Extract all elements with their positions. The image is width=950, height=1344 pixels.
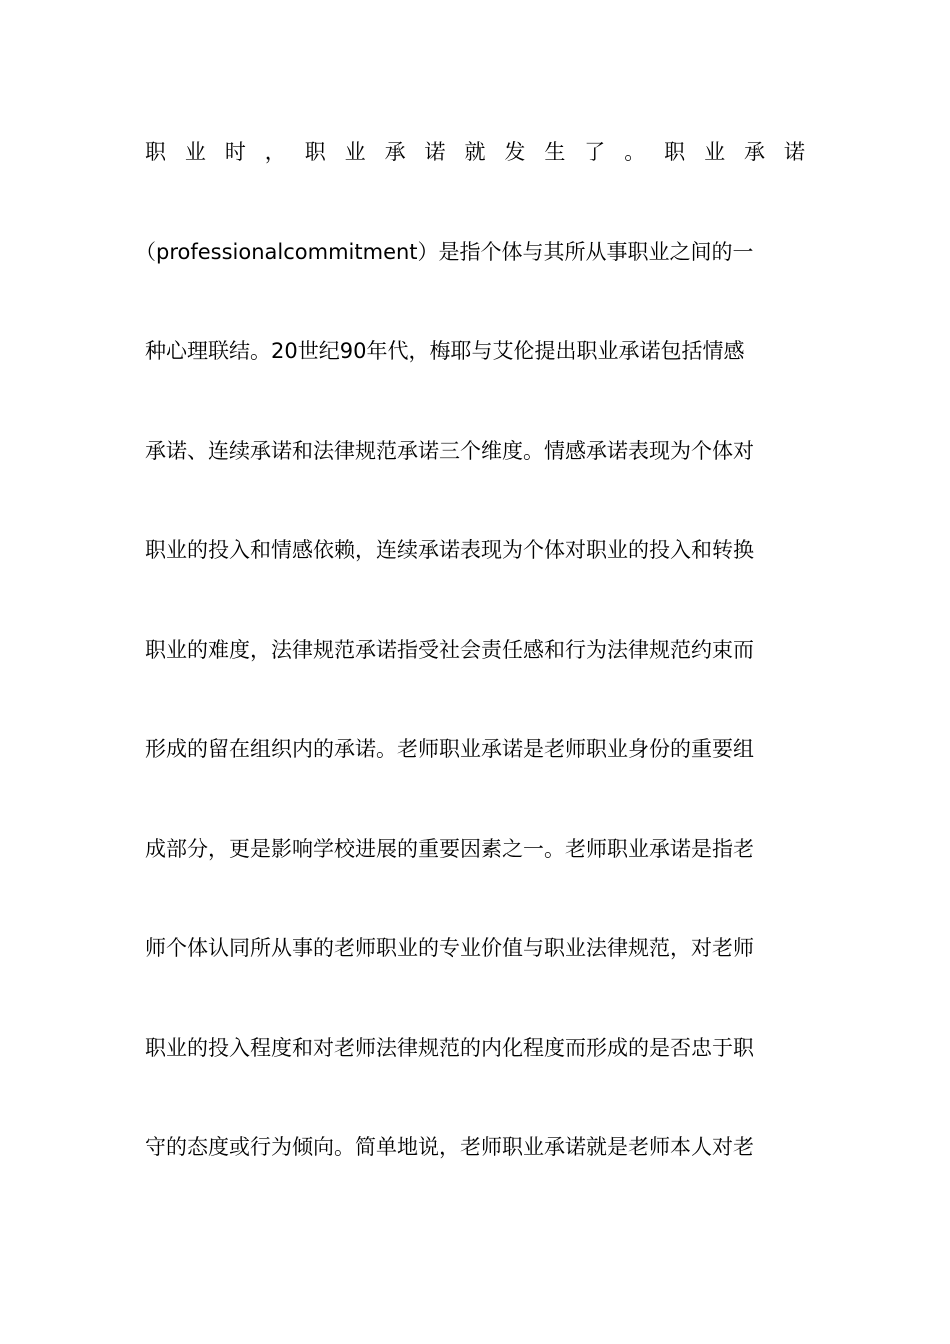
text-line-10: 职业的投入程度和对老师法律规范的内化程度而形成的是否忠于职 [145,1035,754,1060]
text-line-3: 种心理联结。20世纪90年代，梅耶与艾伦提出职业承诺包括情感 [145,339,745,363]
text-line-8: 成部分，更是影响学校进展的重要因素之一。老师职业承诺是指老 [145,836,754,861]
text-line-1: 职 业 时 ， 职 业 承 诺 就 发 生 了 。 职 业 承 诺 [145,140,805,164]
text-line-7: 形成的留在组织内的承诺。老师职业承诺是老师职业身份的重要组 [145,737,754,761]
text-line-11: 守的态度或行为倾向。简单地说，老师职业承诺就是老师本人对老 [145,1135,754,1159]
text-line-2: （professionalcommitment）是指个体与其所从事职业之间的一 [135,239,754,264]
text-line-4: 承诺、连续承诺和法律规范承诺三个维度。情感承诺表现为个体对 [145,438,754,463]
text-line-9: 师个体认同所从事的老师职业的专业价值与职业法律规范，对老师 [145,936,754,960]
body-text [135,127,805,1222]
text-line-5: 职业的投入和情感依赖，连续承诺表现为个体对职业的投入和转换 [145,538,754,562]
text-line-6: 职业的难度，法律规范承诺指受社会责任感和行为法律规范约束而 [145,637,754,662]
